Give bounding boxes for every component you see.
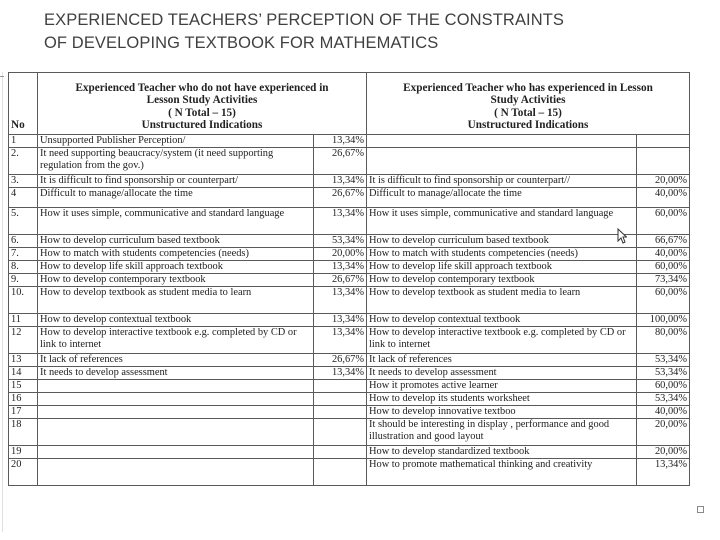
right-indication: It needs to develop assessment: [367, 367, 637, 380]
row-number: 18: [9, 419, 38, 446]
left-percentage: 20,00%: [314, 248, 367, 261]
left-percentage: 13,34%: [314, 175, 367, 188]
slide-title-line-2: OF DEVELOPING TEXTBOOK FOR MATHEMATICS: [44, 34, 439, 52]
left-indication: [38, 419, 314, 446]
left-percentage: [314, 380, 367, 393]
table-row: [9, 367, 690, 380]
right-group-header: [367, 73, 690, 135]
right-percentage: 66,67%: [637, 235, 690, 248]
left-header-line-1: Experienced Teacher who do not have experienced in: [75, 81, 329, 94]
row-number: 19: [9, 446, 38, 459]
right-percentage: 60,00%: [637, 380, 690, 393]
left-percentage: 26,67%: [314, 274, 367, 287]
left-indication: It need supporting beaucracy/system (it need supporting regulation from the gov.): [38, 148, 314, 175]
row-number: 5.: [9, 208, 38, 235]
left-percentage: 13,34%: [314, 314, 367, 327]
left-indication: Difficult to manage/allocate the time: [38, 188, 314, 208]
right-indication: How to develop contextual textbook: [367, 314, 637, 327]
left-indication: [38, 380, 314, 393]
right-percentage: 53,34%: [637, 367, 690, 380]
right-percentage: [637, 135, 690, 148]
table-row: [9, 314, 690, 327]
left-indication: How to develop textbook as student media to learn: [38, 287, 314, 314]
right-percentage: 20,00%: [637, 175, 690, 188]
left-indication: How it uses simple, communicative and standard language: [38, 208, 314, 235]
table-row: [9, 419, 690, 446]
row-number: 7.: [9, 248, 38, 261]
left-indication: How to develop life skill approach textbook: [38, 261, 314, 274]
mouse-pointer-icon: [617, 228, 627, 244]
left-divider: [2, 72, 3, 532]
constraints-table: [8, 72, 690, 486]
right-indication: How to develop contemporary textbook: [367, 274, 637, 287]
right-percentage: 53,34%: [637, 354, 690, 367]
right-percentage: 40,00%: [637, 248, 690, 261]
left-indication: How to match with students competencies (needs): [38, 248, 314, 261]
table-row: [9, 261, 690, 274]
left-percentage: 13,34%: [314, 327, 367, 354]
left-percentage: 26,67%: [314, 148, 367, 175]
table-image: [8, 72, 706, 510]
table-row: [9, 208, 690, 235]
left-percentage: 13,34%: [314, 208, 367, 235]
left-percentage: 53,34%: [314, 235, 367, 248]
right-indication: How to match with students competencies (needs): [367, 248, 637, 261]
right-percentage: 53,34%: [637, 393, 690, 406]
right-indication: How it uses simple, communicative and standard language: [367, 208, 637, 235]
left-group-header: [38, 73, 367, 135]
left-percentage: 13,34%: [314, 287, 367, 314]
row-number: 9.: [9, 274, 38, 287]
row-number: 13: [9, 354, 38, 367]
table-row: [9, 235, 690, 248]
right-indication: It is difficult to find sponsorship or counterpart//: [367, 175, 637, 188]
right-percentage: 80,00%: [637, 327, 690, 354]
row-number: 14: [9, 367, 38, 380]
right-percentage: 73,34%: [637, 274, 690, 287]
right-percentage: 100,00%: [637, 314, 690, 327]
table-header-row: [9, 73, 690, 135]
table-row: [9, 274, 690, 287]
row-number: 8.: [9, 261, 38, 274]
right-percentage: 60,00%: [637, 208, 690, 235]
row-number: 10.: [9, 287, 38, 314]
right-indication: [367, 148, 637, 175]
row-number: 16: [9, 393, 38, 406]
table-row: [9, 148, 690, 175]
right-indication: How it promotes active learner: [367, 380, 637, 393]
row-number: 4: [9, 188, 38, 208]
right-header-line-1: Experienced Teacher who has experienced in Lesson: [403, 81, 653, 94]
right-percentage: 40,00%: [637, 188, 690, 208]
right-indication: It lack of references: [367, 354, 637, 367]
right-indication: How to develop standardized textbook: [367, 446, 637, 459]
left-indication: [38, 406, 314, 419]
right-indication: It should be interesting in display , performance and good illustration and good layout: [367, 419, 637, 446]
left-header-line-3: ( N Total – 15): [168, 106, 236, 119]
table-row: [9, 248, 690, 261]
left-header-line-2: Lesson Study Activities: [146, 94, 258, 107]
right-indication: How to develop interactive textbook e.g. completed by CD or link to internet: [367, 327, 637, 354]
resize-handle[interactable]: [697, 506, 704, 513]
right-indication: How to promote mathematical thinking and creativity: [367, 459, 637, 486]
table-row: [9, 175, 690, 188]
left-percentage: 13,34%: [314, 135, 367, 148]
row-number: 6.: [9, 235, 38, 248]
table-row: [9, 446, 690, 459]
row-number: 15: [9, 380, 38, 393]
left-percentage: [314, 393, 367, 406]
left-indication: How to develop contextual textbook: [38, 314, 314, 327]
table-row: [9, 135, 690, 148]
right-indication: How to develop innovative textboo: [367, 406, 637, 419]
right-indication: How to develop textbook as student media to learn: [367, 287, 637, 314]
right-percentage: 13,34%: [637, 459, 690, 486]
row-number: 3.: [9, 175, 38, 188]
left-percentage: 13,34%: [314, 261, 367, 274]
right-header-line-4: Unstructured Indications: [467, 119, 589, 132]
row-number: 1: [9, 135, 38, 148]
table-row: [9, 393, 690, 406]
table-row: [9, 287, 690, 314]
left-percentage: 26,67%: [314, 188, 367, 208]
right-indication: Difficult to manage/allocate the time: [367, 188, 637, 208]
left-indication: How to develop interactive textbook e.g. completed by CD or link to internet: [38, 327, 314, 354]
slide-title-line-1: EXPERIENCED TEACHERS’ PERCEPTION OF THE CONSTRAINTS: [44, 11, 565, 29]
table-body: [9, 135, 690, 486]
right-header-line-3: ( N Total – 15): [494, 106, 562, 119]
no-column-header: No: [9, 73, 38, 135]
right-percentage: 20,00%: [637, 419, 690, 446]
left-indication: [38, 459, 314, 486]
table-row: [9, 188, 690, 208]
table-row: [9, 406, 690, 419]
left-percentage: [314, 419, 367, 446]
right-percentage: 60,00%: [637, 287, 690, 314]
left-percentage: [314, 459, 367, 486]
left-percentage: 13,34%: [314, 367, 367, 380]
left-indication: It is difficult to find sponsorship or counterpart/: [38, 175, 314, 188]
left-indication: [38, 393, 314, 406]
row-number: 11: [9, 314, 38, 327]
row-number: 2.: [9, 148, 38, 175]
right-percentage: 40,00%: [637, 406, 690, 419]
right-percentage: 60,00%: [637, 261, 690, 274]
left-percentage: [314, 446, 367, 459]
right-percentage: 20,00%: [637, 446, 690, 459]
table-row: [9, 459, 690, 486]
table-row: [9, 327, 690, 354]
edge-tick: [0, 76, 4, 77]
left-indication: It lack of references: [38, 354, 314, 367]
slide-title: [44, 9, 704, 55]
table-row: [9, 354, 690, 367]
right-indication: [367, 135, 637, 148]
right-indication: How to develop life skill approach textbook: [367, 261, 637, 274]
row-number: 20: [9, 459, 38, 486]
left-indication: [38, 446, 314, 459]
table-row: [9, 380, 690, 393]
left-indication: Unsupported Publisher Perception/: [38, 135, 314, 148]
left-percentage: 26,67%: [314, 354, 367, 367]
left-indication: How to develop contemporary textbook: [38, 274, 314, 287]
left-indication: It needs to develop assessment: [38, 367, 314, 380]
row-number: 17: [9, 406, 38, 419]
right-indication: How to develop its students worksheet: [367, 393, 637, 406]
right-percentage: [637, 148, 690, 175]
left-indication: How to develop curriculum based textbook: [38, 235, 314, 248]
left-percentage: [314, 406, 367, 419]
right-header-line-2: Study Activities: [490, 94, 566, 107]
left-header-line-4: Unstructured Indications: [141, 119, 263, 132]
row-number: 12: [9, 327, 38, 354]
right-indication: How to develop curriculum based textbook: [367, 235, 637, 248]
